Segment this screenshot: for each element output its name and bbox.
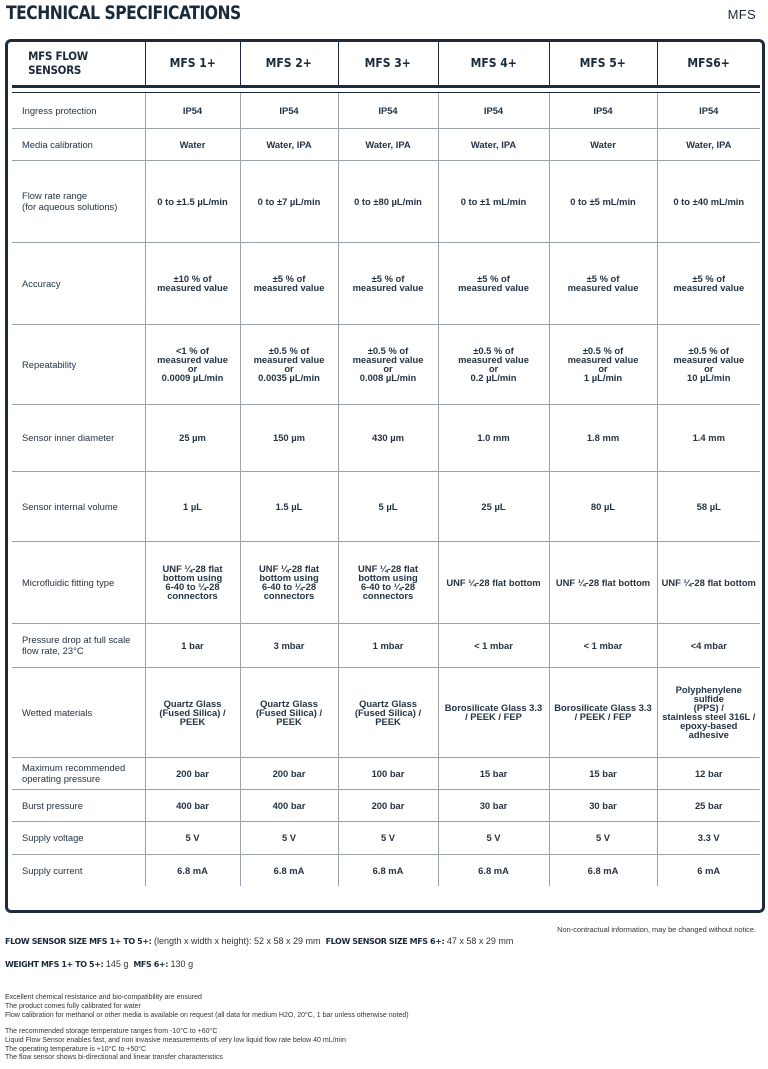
table-row bbox=[12, 757, 760, 789]
spec-cell: Water bbox=[145, 128, 240, 160]
spec-cell: ±5 % of measured value bbox=[338, 242, 438, 324]
spec-cell: IP54 bbox=[145, 92, 240, 128]
row-label: Supply voltage bbox=[12, 821, 145, 854]
spec-cell: 1 mbar bbox=[338, 623, 438, 667]
notes-block-2 bbox=[5, 1028, 346, 1063]
spec-cell: 200 bar bbox=[338, 789, 438, 821]
row-label: Sensor inner diameter bbox=[12, 404, 145, 471]
note-line: Flow calibration for methanol or other media is available on request (all data for medium H2O, 20°C, 1 bar unless otherwise noted) bbox=[5, 1011, 409, 1019]
spec-cell: 1.0 mm bbox=[438, 404, 549, 471]
spec-cell: ±5 % of measured value bbox=[438, 242, 549, 324]
table-row bbox=[12, 92, 760, 128]
spec-cell: IP54 bbox=[438, 92, 549, 128]
spec-cell: 1.4 mm bbox=[657, 404, 760, 471]
spec-cell: 25 bar bbox=[657, 789, 760, 821]
notes-block-1 bbox=[5, 994, 409, 1020]
note-line: The recommended storage temperature ranges from -10°C to +60°C bbox=[5, 1028, 218, 1035]
spec-cell: Borosilicate Glass 3.3 / PEEK / FEP bbox=[438, 667, 549, 757]
page-header bbox=[0, 0, 768, 30]
row-label: Sensor internal volume bbox=[12, 471, 145, 541]
weight-line bbox=[5, 959, 193, 969]
spec-cell: 200 bar bbox=[145, 757, 240, 789]
note-line: The product comes fully calibrated for water bbox=[5, 1002, 141, 1010]
spec-cell: 150 µm bbox=[240, 404, 338, 471]
spec-cell: 12 bar bbox=[657, 757, 760, 789]
spec-cell: ±0.5 % of measured value or 10 µL/min bbox=[657, 324, 760, 404]
spec-cell: 6.8 mA bbox=[240, 854, 338, 886]
spec-cell: 15 bar bbox=[438, 757, 549, 789]
page-title: TECHNICAL SPECIFICATIONS bbox=[6, 2, 241, 24]
spec-cell: 0 to ±1 mL/min bbox=[438, 160, 549, 242]
size-label: FLOW SENSOR SIZE MFS 6+: bbox=[325, 937, 445, 946]
spec-cell: UNF ¼-28 flat bottom bbox=[657, 541, 760, 623]
spec-cell: IP54 bbox=[338, 92, 438, 128]
spec-cell: 3.3 V bbox=[657, 821, 760, 854]
spec-cell: ±5 % of measured value bbox=[549, 242, 657, 324]
spec-cell: 6.8 mA bbox=[145, 854, 240, 886]
table-row bbox=[12, 160, 760, 242]
spec-cell: 5 µL bbox=[338, 471, 438, 541]
spec-cell: Water, IPA bbox=[438, 128, 549, 160]
spec-cell: Borosilicate Glass 3.3 / PEEK / FEP bbox=[549, 667, 657, 757]
spec-table-body bbox=[12, 92, 760, 886]
spec-cell: UNF ¼-28 flat bottom bbox=[549, 541, 657, 623]
table-row bbox=[12, 324, 760, 404]
spec-cell: Quartz Glass (Fused Silica) / PEEK bbox=[145, 667, 240, 757]
spec-cell: 1 bar bbox=[145, 623, 240, 667]
note-line: The operating temperature is +10°C to +50°C bbox=[5, 1045, 147, 1053]
spec-cell: IP54 bbox=[657, 92, 760, 128]
spec-cell: ±0.5 % of measured value or 0.2 µL/min bbox=[438, 324, 549, 404]
spec-cell: 5 V bbox=[145, 821, 240, 854]
column-header: MFS FLOW SENSORS bbox=[28, 49, 88, 78]
spec-cell: 0 to ±5 mL/min bbox=[549, 160, 657, 242]
table-row bbox=[12, 541, 760, 623]
spec-cell: 30 bar bbox=[438, 789, 549, 821]
column-header: MFS 4+ bbox=[438, 42, 549, 86]
spec-cell: 6.8 mA bbox=[338, 854, 438, 886]
column-header: MFS 5+ bbox=[549, 42, 657, 86]
spec-table-frame bbox=[5, 39, 765, 913]
spec-cell: ±0.5 % of measured value or 0.008 µL/min bbox=[338, 324, 438, 404]
table-row bbox=[12, 242, 760, 324]
spec-cell: 6.8 mA bbox=[438, 854, 549, 886]
spec-cell: 400 bar bbox=[145, 789, 240, 821]
spec-cell: ±0.5 % of measured value or 1 µL/min bbox=[549, 324, 657, 404]
weight-value: 145 g bbox=[105, 959, 129, 969]
column-header: MFS 1+ bbox=[145, 42, 240, 86]
row-label: Flow rate range (for aqueous solutions) bbox=[12, 160, 145, 242]
spec-cell: 200 bar bbox=[240, 757, 338, 789]
spec-cell: ±5 % of measured value bbox=[657, 242, 760, 324]
spec-cell: <4 mbar bbox=[657, 623, 760, 667]
spec-cell: 100 bar bbox=[338, 757, 438, 789]
spec-cell: UNF ¼-28 flat bottom using 6-40 to ¼-28 connectors bbox=[240, 541, 338, 623]
spec-cell: UNF ¼-28 flat bottom using 6-40 to ¼-28 connectors bbox=[338, 541, 438, 623]
sensor-size-line bbox=[5, 936, 513, 946]
size-value: (length x width x height): 52 x 58 x 29 mm bbox=[153, 936, 321, 946]
weight-label: MFS 6+: bbox=[133, 960, 169, 969]
row-label: Supply current bbox=[22, 864, 83, 876]
table-row bbox=[12, 128, 760, 160]
spec-cell: 0 to ±7 µL/min bbox=[240, 160, 338, 242]
table-row bbox=[12, 471, 760, 541]
row-label: Microfluidic fitting type bbox=[12, 541, 145, 623]
note-line: The flow sensor shows bi-directional and linear transfer characteristics bbox=[5, 1054, 223, 1062]
spec-cell: Polyphenylene sulfide (PPS) / stainless steel 316L / epoxy-based adhesive bbox=[657, 667, 760, 757]
spec-cell: 5 V bbox=[240, 821, 338, 854]
spec-cell: 25 µL bbox=[438, 471, 549, 541]
row-label: Repeatability bbox=[12, 324, 145, 404]
table-row bbox=[12, 623, 760, 667]
table-row bbox=[12, 854, 760, 886]
spec-cell: Water, IPA bbox=[657, 128, 760, 160]
row-label: Wetted materials bbox=[12, 667, 145, 757]
table-row bbox=[12, 404, 760, 471]
column-header: MFS 2+ bbox=[240, 42, 338, 86]
spec-cell: 15 bar bbox=[549, 757, 657, 789]
table-row bbox=[12, 821, 760, 854]
table-row bbox=[12, 667, 760, 757]
spec-cell: 5 V bbox=[549, 821, 657, 854]
spec-cell: <1 % of measured value or 0.0009 µL/min bbox=[145, 324, 240, 404]
spec-table bbox=[12, 42, 760, 886]
spec-cell: 25 µm bbox=[145, 404, 240, 471]
spec-cell: 6 mA bbox=[657, 854, 760, 886]
spec-cell: 80 µL bbox=[549, 471, 657, 541]
spec-cell: 400 bar bbox=[240, 789, 338, 821]
row-label: Ingress protection bbox=[12, 92, 145, 128]
column-header: MFS 3+ bbox=[338, 42, 438, 86]
weight-label: WEIGHT MFS 1+ TO 5+: bbox=[5, 960, 104, 969]
spec-cell: 1 µL bbox=[145, 471, 240, 541]
row-label: Burst pressure bbox=[12, 789, 145, 821]
spec-cell: < 1 mbar bbox=[549, 623, 657, 667]
spec-cell: UNF ¼-28 flat bottom bbox=[438, 541, 549, 623]
spec-cell: 6.8 mA bbox=[549, 854, 657, 886]
spec-cell: UNF ¼-28 flat bottom using 6-40 to ¼-28 connectors bbox=[145, 541, 240, 623]
column-header: MFS6+ bbox=[657, 42, 760, 86]
spec-cell: 30 bar bbox=[549, 789, 657, 821]
note-line: Excellent chemical resistance and bio-compatibility are ensured bbox=[5, 994, 202, 1001]
row-label: Maximum recommended operating pressure bbox=[12, 757, 145, 789]
spec-cell: 0 to ±80 µL/min bbox=[338, 160, 438, 242]
spec-cell: 1.5 µL bbox=[240, 471, 338, 541]
spec-cell: 5 V bbox=[338, 821, 438, 854]
spec-cell: 0 to ±40 mL/min bbox=[657, 160, 760, 242]
spec-cell: 0 to ±1.5 µL/min bbox=[145, 160, 240, 242]
spec-cell: Water, IPA bbox=[240, 128, 338, 160]
spec-cell: 3 mbar bbox=[240, 623, 338, 667]
spec-cell: IP54 bbox=[549, 92, 657, 128]
row-label: Accuracy bbox=[12, 242, 145, 324]
row-label: Media calibration bbox=[12, 128, 145, 160]
disclaimer: Non-contractual information, may be changed without notice. bbox=[557, 925, 756, 934]
spec-cell: Water bbox=[549, 128, 657, 160]
weight-value: 130 g bbox=[170, 959, 194, 969]
spec-cell: 430 µm bbox=[338, 404, 438, 471]
spec-cell: IP54 bbox=[240, 92, 338, 128]
spec-cell: Water, IPA bbox=[338, 128, 438, 160]
spec-cell: ±0.5 % of measured value or 0.0035 µL/min bbox=[240, 324, 338, 404]
row-label: Pressure drop at full scale flow rate, 23°C bbox=[12, 623, 145, 667]
spec-cell: ±5 % of measured value bbox=[240, 242, 338, 324]
table-header-row bbox=[12, 42, 760, 86]
size-label: FLOW SENSOR SIZE MFS 1+ TO 5+: bbox=[5, 937, 152, 946]
spec-cell: 5 V bbox=[438, 821, 549, 854]
spec-cell: 1.8 mm bbox=[549, 404, 657, 471]
spec-cell: 58 µL bbox=[657, 471, 760, 541]
spec-cell: Quartz Glass (Fused Silica) / PEEK bbox=[338, 667, 438, 757]
product-tag: MFS bbox=[727, 7, 756, 22]
spec-cell: < 1 mbar bbox=[438, 623, 549, 667]
size-value: 47 x 58 x 29 mm bbox=[446, 936, 514, 946]
note-line: Liquid Flow Sensor enables fast, and non invasive measurements of very low liquid flow rate below 40 mL/min bbox=[5, 1036, 346, 1044]
spec-cell: Quartz Glass (Fused Silica) / PEEK bbox=[240, 667, 338, 757]
table-row bbox=[12, 789, 760, 821]
spec-cell: ±10 % of measured value bbox=[145, 242, 240, 324]
